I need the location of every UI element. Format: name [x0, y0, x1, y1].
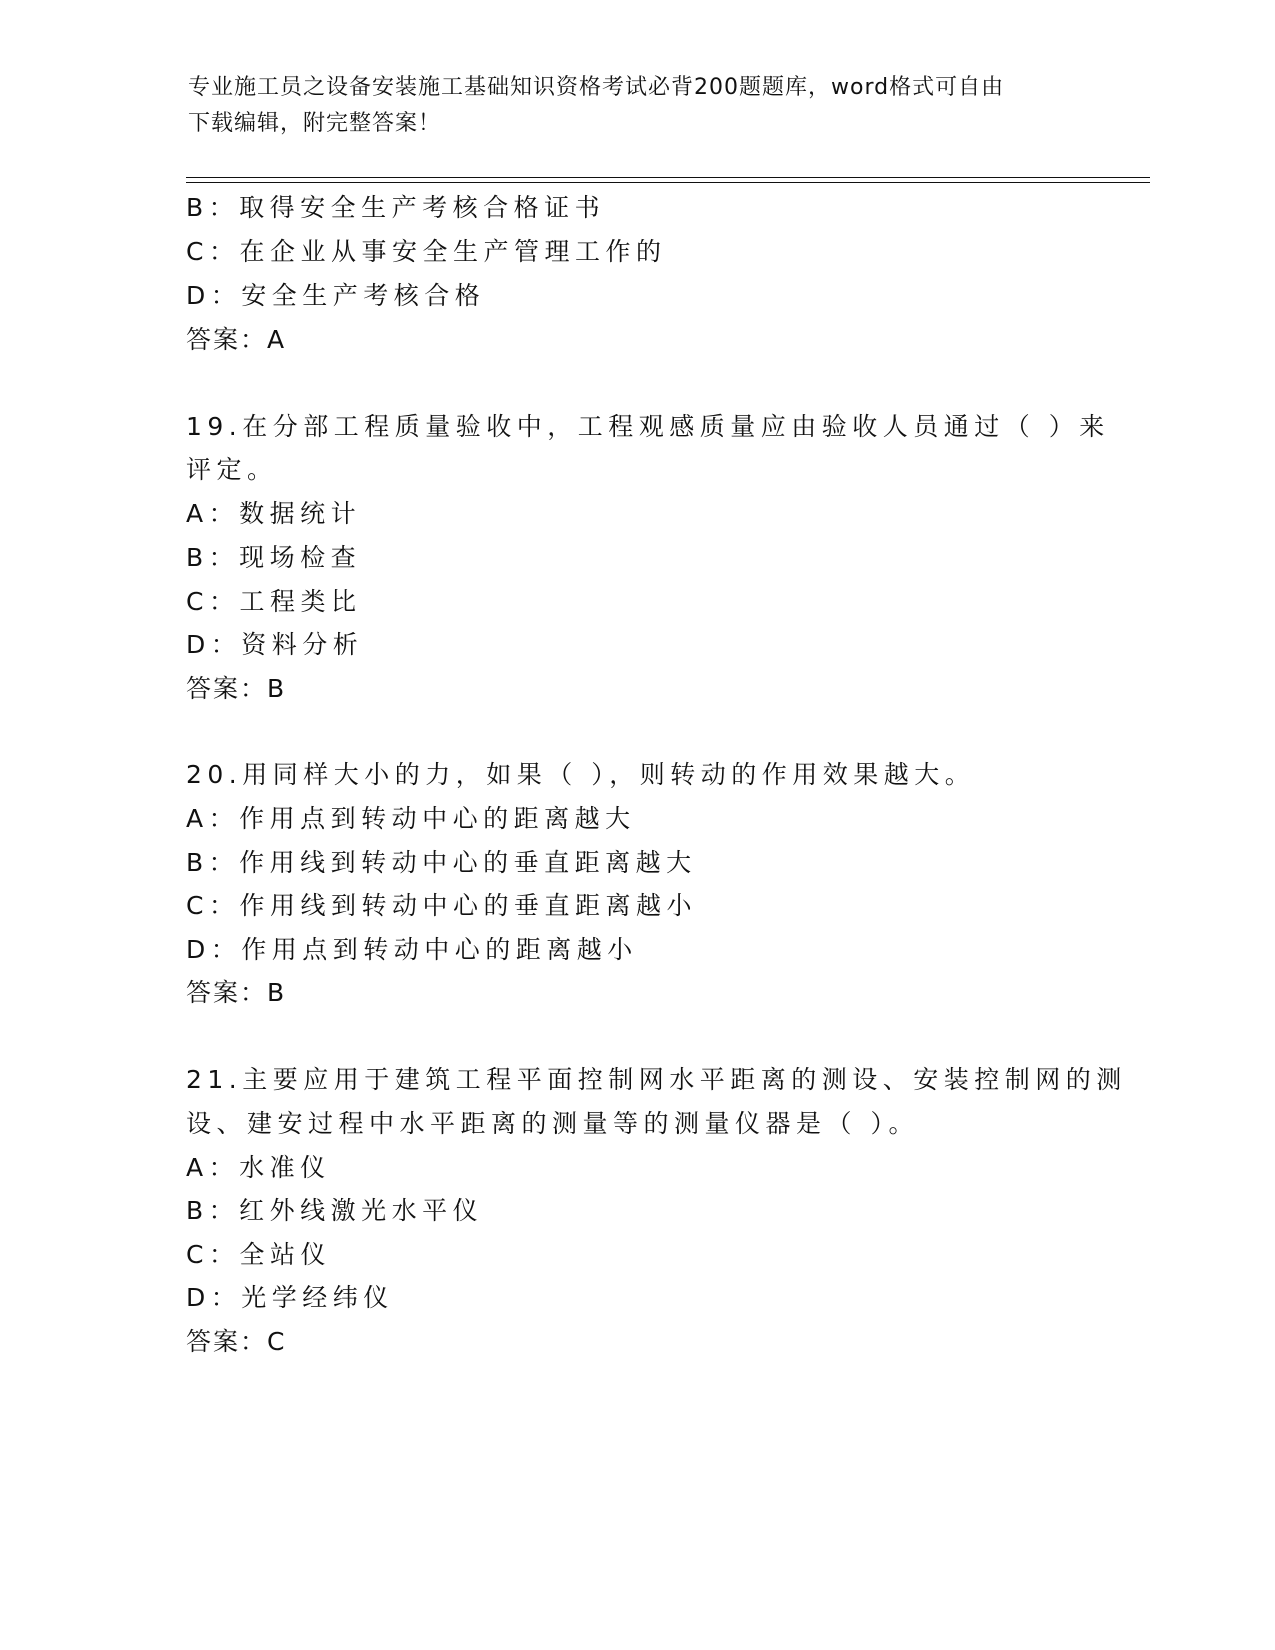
q21-option-b: B：红外线激光水平仪 — [186, 1196, 484, 1225]
q18-option-b: B：取得安全生产考核合格证书 — [186, 193, 606, 222]
q18-option-c: C：在企业从事安全生产管理工作的 — [186, 237, 667, 266]
q21-option-c: C：全站仪 — [186, 1240, 331, 1269]
document-header — [188, 70, 1068, 142]
q19-option-c: C：工程类比 — [186, 587, 362, 616]
header-line-2: 下载编辑，附完整答案！ — [188, 111, 442, 136]
q19-question-line-2: 评定。 — [186, 455, 278, 484]
header-divider-top — [186, 177, 1150, 178]
q20-answer: 答案：B — [186, 978, 287, 1007]
q20-option-a: A：作用点到转动中心的距离越大 — [186, 804, 636, 833]
q21-question-line-2: 设、建安过程中水平距离的测量等的测量仪器是（ ）。 — [186, 1109, 919, 1138]
q19-answer: 答案：B — [186, 674, 287, 703]
q21-answer: 答案：C — [186, 1327, 287, 1356]
q19-option-d: D：资料分析 — [186, 630, 364, 659]
q20-option-c: C：作用线到转动中心的垂直距离越小 — [186, 891, 697, 920]
q21-option-d: D：光学经纬仪 — [186, 1283, 394, 1312]
q20-option-d: D：作用点到转动中心的距离越小 — [186, 935, 638, 964]
q18-option-d: D：安全生产考核合格 — [186, 281, 486, 310]
header-line-1: 专业施工员之设备安装施工基础知识资格考试必背200题题库，word格式可自由 — [188, 75, 1005, 100]
q21-option-a: A：水准仪 — [186, 1153, 331, 1182]
q21-question-line-1: 21.主要应用于建筑工程平面控制网水平距离的测设、安装控制网的测 — [186, 1065, 1127, 1094]
q18-answer: 答案：A — [186, 325, 287, 354]
q20-question-line-1: 20.用同样大小的力，如果（ ），则转动的作用效果越大。 — [186, 760, 976, 789]
header-divider-bottom — [186, 182, 1150, 183]
q19-option-a: A：数据统计 — [186, 499, 362, 528]
q19-option-b: B：现场检查 — [186, 543, 362, 572]
q19-question-line-1: 19.在分部工程质量验收中，工程观感质量应由验收人员通过（ ）来 — [186, 412, 1110, 441]
q20-option-b: B：作用线到转动中心的垂直距离越大 — [186, 848, 697, 877]
